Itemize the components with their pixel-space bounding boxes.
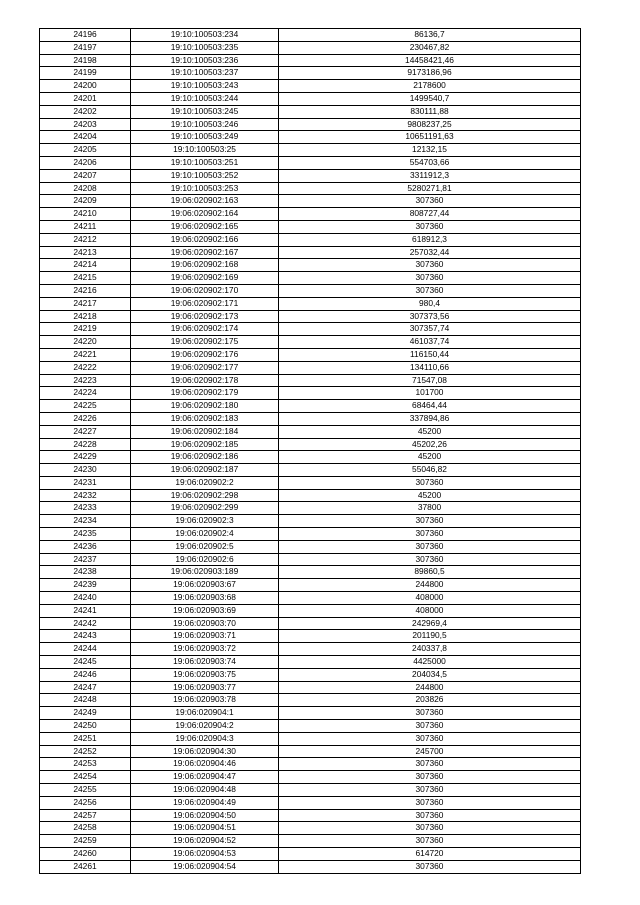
- cadastral-number-cell: 19:06:020902:187: [131, 464, 279, 477]
- cadastral-number-cell: 19:06:020902:2: [131, 476, 279, 489]
- table-row: [40, 387, 581, 400]
- value-cell: 244800: [279, 579, 581, 592]
- value-cell: 2178600: [279, 80, 581, 93]
- row-number-cell: 24198: [40, 54, 131, 67]
- cadastral-number-cell: 19:10:100503:234: [131, 29, 279, 42]
- value-cell: 101700: [279, 387, 581, 400]
- cadastral-number-cell: 19:10:100503:235: [131, 41, 279, 54]
- row-number-cell: 24252: [40, 745, 131, 758]
- table-row: [40, 707, 581, 720]
- value-cell: 307360: [279, 796, 581, 809]
- value-cell: 307360: [279, 553, 581, 566]
- row-number-cell: 24246: [40, 668, 131, 681]
- cadastral-number-cell: 19:10:100503:251: [131, 156, 279, 169]
- row-number-cell: 24235: [40, 528, 131, 541]
- row-number-cell: 24203: [40, 118, 131, 131]
- value-cell: 71547,08: [279, 374, 581, 387]
- value-cell: 244800: [279, 681, 581, 694]
- row-number-cell: 24209: [40, 195, 131, 208]
- row-number-cell: 24200: [40, 80, 131, 93]
- cadastral-number-cell: 19:06:020902:5: [131, 540, 279, 553]
- table-row: [40, 208, 581, 221]
- cadastral-number-cell: 19:06:020902:179: [131, 387, 279, 400]
- value-cell: 618912,3: [279, 233, 581, 246]
- value-cell: 554703,66: [279, 156, 581, 169]
- table-row: [40, 195, 581, 208]
- table-row: [40, 336, 581, 349]
- table-row: [40, 374, 581, 387]
- cadastral-number-cell: 19:06:020903:74: [131, 656, 279, 669]
- cadastral-number-cell: 19:06:020902:3: [131, 515, 279, 528]
- row-number-cell: 24255: [40, 784, 131, 797]
- cadastral-number-cell: 19:06:020904:50: [131, 809, 279, 822]
- value-cell: 45200: [279, 451, 581, 464]
- row-number-cell: 24217: [40, 297, 131, 310]
- table-row: [40, 681, 581, 694]
- table-row: [40, 310, 581, 323]
- value-cell: 86136,7: [279, 29, 581, 42]
- cadastral-number-cell: 19:10:100503:253: [131, 182, 279, 195]
- cadastral-number-cell: 19:06:020902:165: [131, 220, 279, 233]
- row-number-cell: 24234: [40, 515, 131, 528]
- table-row: [40, 54, 581, 67]
- row-number-cell: 24213: [40, 246, 131, 259]
- value-cell: 307360: [279, 835, 581, 848]
- cadastral-number-cell: 19:06:020902:171: [131, 297, 279, 310]
- table-row: [40, 489, 581, 502]
- value-cell: 307360: [279, 220, 581, 233]
- table-row: [40, 105, 581, 118]
- row-number-cell: 24204: [40, 131, 131, 144]
- value-cell: 307360: [279, 707, 581, 720]
- cadastral-number-cell: 19:06:020903:71: [131, 630, 279, 643]
- row-number-cell: 24227: [40, 425, 131, 438]
- row-number-cell: 24216: [40, 284, 131, 297]
- value-cell: 230467,82: [279, 41, 581, 54]
- row-number-cell: 24236: [40, 540, 131, 553]
- cadastral-number-cell: 19:10:100503:236: [131, 54, 279, 67]
- cadastral-number-cell: 19:10:100503:237: [131, 67, 279, 80]
- row-number-cell: 24250: [40, 720, 131, 733]
- value-cell: 408000: [279, 604, 581, 617]
- cadastral-number-cell: 19:06:020903:78: [131, 694, 279, 707]
- cadastral-number-cell: 19:06:020902:178: [131, 374, 279, 387]
- row-number-cell: 24211: [40, 220, 131, 233]
- row-number-cell: 24199: [40, 67, 131, 80]
- value-cell: 68464,44: [279, 400, 581, 413]
- value-cell: 45200: [279, 425, 581, 438]
- value-cell: 12132,15: [279, 144, 581, 157]
- row-number-cell: 24240: [40, 592, 131, 605]
- value-cell: 337894,86: [279, 412, 581, 425]
- table-row: [40, 822, 581, 835]
- cadastral-number-cell: 19:06:020904:47: [131, 771, 279, 784]
- row-number-cell: 24258: [40, 822, 131, 835]
- row-number-cell: 24220: [40, 336, 131, 349]
- table-row: [40, 297, 581, 310]
- row-number-cell: 24251: [40, 732, 131, 745]
- cadastral-number-cell: 19:06:020902:174: [131, 323, 279, 336]
- table-row: [40, 643, 581, 656]
- table-row: [40, 323, 581, 336]
- row-number-cell: 24254: [40, 771, 131, 784]
- table-row: [40, 156, 581, 169]
- row-number-cell: 24259: [40, 835, 131, 848]
- table-row: [40, 796, 581, 809]
- table-row: [40, 592, 581, 605]
- row-number-cell: 24249: [40, 707, 131, 720]
- value-cell: 408000: [279, 592, 581, 605]
- table-row: [40, 220, 581, 233]
- cadastral-number-cell: 19:06:020904:54: [131, 860, 279, 873]
- table-row: [40, 720, 581, 733]
- cadastral-number-cell: 19:06:020902:170: [131, 284, 279, 297]
- cadastral-number-cell: 19:10:100503:246: [131, 118, 279, 131]
- table-row: [40, 272, 581, 285]
- row-number-cell: 24196: [40, 29, 131, 42]
- table-row: [40, 118, 581, 131]
- cadastral-number-cell: 19:06:020902:6: [131, 553, 279, 566]
- value-cell: 9173186,96: [279, 67, 581, 80]
- table-row: [40, 451, 581, 464]
- row-number-cell: 24212: [40, 233, 131, 246]
- table-row: [40, 809, 581, 822]
- table-row: [40, 67, 581, 80]
- value-cell: 134110,66: [279, 361, 581, 374]
- value-cell: 830111,88: [279, 105, 581, 118]
- cadastral-number-cell: 19:06:020902:299: [131, 502, 279, 515]
- value-cell: 307360: [279, 809, 581, 822]
- row-number-cell: 24215: [40, 272, 131, 285]
- value-cell: 980,4: [279, 297, 581, 310]
- cadastral-number-cell: 19:06:020904:3: [131, 732, 279, 745]
- cadastral-number-cell: 19:06:020904:53: [131, 848, 279, 861]
- value-cell: 89860,5: [279, 566, 581, 579]
- row-number-cell: 24218: [40, 310, 131, 323]
- value-cell: 307360: [279, 822, 581, 835]
- value-cell: 307360: [279, 860, 581, 873]
- cadastral-number-cell: 19:06:020902:183: [131, 412, 279, 425]
- row-number-cell: 24207: [40, 169, 131, 182]
- cadastral-number-cell: 19:06:020902:164: [131, 208, 279, 221]
- value-cell: 461037,74: [279, 336, 581, 349]
- cadastral-number-cell: 19:06:020904:46: [131, 758, 279, 771]
- value-cell: 257032,44: [279, 246, 581, 259]
- table-row: [40, 860, 581, 873]
- table-row: [40, 630, 581, 643]
- table-row: [40, 732, 581, 745]
- table-row: [40, 668, 581, 681]
- table-row: [40, 361, 581, 374]
- table-row: [40, 233, 581, 246]
- row-number-cell: 24201: [40, 92, 131, 105]
- row-number-cell: 24260: [40, 848, 131, 861]
- row-number-cell: 24225: [40, 400, 131, 413]
- value-cell: 242969,4: [279, 617, 581, 630]
- value-cell: 204034,5: [279, 668, 581, 681]
- value-cell: 307357,74: [279, 323, 581, 336]
- value-cell: 307360: [279, 476, 581, 489]
- table-row: [40, 29, 581, 42]
- table-row: [40, 553, 581, 566]
- row-number-cell: 24253: [40, 758, 131, 771]
- cadastral-number-cell: 19:10:100503:249: [131, 131, 279, 144]
- value-cell: 808727,44: [279, 208, 581, 221]
- cadastral-number-cell: 19:06:020902:168: [131, 259, 279, 272]
- value-cell: 307360: [279, 540, 581, 553]
- table-row: [40, 502, 581, 515]
- table-row: [40, 425, 581, 438]
- cadastral-number-cell: 19:06:020902:4: [131, 528, 279, 541]
- row-number-cell: 24223: [40, 374, 131, 387]
- row-number-cell: 24256: [40, 796, 131, 809]
- cadastral-number-cell: 19:06:020903:69: [131, 604, 279, 617]
- table-row: [40, 515, 581, 528]
- row-number-cell: 24238: [40, 566, 131, 579]
- table-row: [40, 131, 581, 144]
- table-row: [40, 848, 581, 861]
- cadastral-number-cell: 19:10:100503:245: [131, 105, 279, 118]
- cadastral-number-cell: 19:06:020902:176: [131, 348, 279, 361]
- value-cell: 307360: [279, 195, 581, 208]
- row-number-cell: 24222: [40, 361, 131, 374]
- value-cell: 4425000: [279, 656, 581, 669]
- row-number-cell: 24257: [40, 809, 131, 822]
- table-body: [40, 29, 581, 874]
- cadastral-number-cell: 19:06:020904:51: [131, 822, 279, 835]
- cadastral-number-cell: 19:06:020902:186: [131, 451, 279, 464]
- value-cell: 307360: [279, 515, 581, 528]
- cadastral-number-cell: 19:06:020902:298: [131, 489, 279, 502]
- row-number-cell: 24214: [40, 259, 131, 272]
- cadastral-number-cell: 19:10:100503:252: [131, 169, 279, 182]
- row-number-cell: 24237: [40, 553, 131, 566]
- cadastral-number-cell: 19:06:020902:184: [131, 425, 279, 438]
- table-row: [40, 476, 581, 489]
- cadastral-number-cell: 19:06:020904:48: [131, 784, 279, 797]
- table-row: [40, 259, 581, 272]
- table-row: [40, 656, 581, 669]
- row-number-cell: 24206: [40, 156, 131, 169]
- value-cell: 5280271,81: [279, 182, 581, 195]
- row-number-cell: 24228: [40, 438, 131, 451]
- cadastral-number-cell: 19:06:020903:75: [131, 668, 279, 681]
- value-cell: 307360: [279, 771, 581, 784]
- cadastral-number-cell: 19:06:020904:2: [131, 720, 279, 733]
- row-number-cell: 24221: [40, 348, 131, 361]
- table-row: [40, 144, 581, 157]
- row-number-cell: 24210: [40, 208, 131, 221]
- table-row: [40, 566, 581, 579]
- table-row: [40, 771, 581, 784]
- cadastral-number-cell: 19:06:020903:68: [131, 592, 279, 605]
- table-row: [40, 528, 581, 541]
- table-row: [40, 92, 581, 105]
- value-cell: 245700: [279, 745, 581, 758]
- table-row: [40, 745, 581, 758]
- row-number-cell: 24197: [40, 41, 131, 54]
- value-cell: 201190,5: [279, 630, 581, 643]
- cadastral-number-cell: 19:06:020903:67: [131, 579, 279, 592]
- cadastral-number-cell: 19:10:100503:25: [131, 144, 279, 157]
- cadastral-number-cell: 19:06:020902:177: [131, 361, 279, 374]
- table-row: [40, 182, 581, 195]
- row-number-cell: 24239: [40, 579, 131, 592]
- row-number-cell: 24208: [40, 182, 131, 195]
- table-row: [40, 41, 581, 54]
- value-cell: 307360: [279, 284, 581, 297]
- table-row: [40, 438, 581, 451]
- value-cell: 45202,26: [279, 438, 581, 451]
- value-cell: 45200: [279, 489, 581, 502]
- value-cell: 307373,56: [279, 310, 581, 323]
- cadastral-number-cell: 19:06:020904:30: [131, 745, 279, 758]
- value-cell: 55046,82: [279, 464, 581, 477]
- value-cell: 614720: [279, 848, 581, 861]
- value-cell: 9808237,25: [279, 118, 581, 131]
- value-cell: 307360: [279, 528, 581, 541]
- table-row: [40, 464, 581, 477]
- row-number-cell: 24233: [40, 502, 131, 515]
- table-row: [40, 784, 581, 797]
- table-row: [40, 169, 581, 182]
- row-number-cell: 24261: [40, 860, 131, 873]
- table-row: [40, 694, 581, 707]
- row-number-cell: 24245: [40, 656, 131, 669]
- cadastral-number-cell: 19:06:020902:173: [131, 310, 279, 323]
- cadastral-number-cell: 19:06:020904:52: [131, 835, 279, 848]
- cadastral-number-cell: 19:06:020902:180: [131, 400, 279, 413]
- row-number-cell: 24219: [40, 323, 131, 336]
- table-row: [40, 835, 581, 848]
- table-row: [40, 617, 581, 630]
- value-cell: 307360: [279, 784, 581, 797]
- table-row: [40, 579, 581, 592]
- table-row: [40, 400, 581, 413]
- table-row: [40, 540, 581, 553]
- row-number-cell: 24241: [40, 604, 131, 617]
- value-cell: 307360: [279, 720, 581, 733]
- table-row: [40, 80, 581, 93]
- value-cell: 307360: [279, 732, 581, 745]
- value-cell: 14458421,46: [279, 54, 581, 67]
- value-cell: 203826: [279, 694, 581, 707]
- table-row: [40, 284, 581, 297]
- cadastral-number-cell: 19:06:020903:77: [131, 681, 279, 694]
- row-number-cell: 24247: [40, 681, 131, 694]
- value-cell: 240337,8: [279, 643, 581, 656]
- cadastral-value-table: [39, 28, 581, 874]
- value-cell: 307360: [279, 758, 581, 771]
- cadastral-number-cell: 19:06:020904:49: [131, 796, 279, 809]
- cadastral-number-cell: 19:06:020902:163: [131, 195, 279, 208]
- row-number-cell: 24202: [40, 105, 131, 118]
- cadastral-number-cell: 19:06:020903:72: [131, 643, 279, 656]
- table-row: [40, 604, 581, 617]
- row-number-cell: 24205: [40, 144, 131, 157]
- row-number-cell: 24244: [40, 643, 131, 656]
- row-number-cell: 24224: [40, 387, 131, 400]
- cadastral-number-cell: 19:10:100503:244: [131, 92, 279, 105]
- row-number-cell: 24229: [40, 451, 131, 464]
- value-cell: 116150,44: [279, 348, 581, 361]
- row-number-cell: 24231: [40, 476, 131, 489]
- cadastral-number-cell: 19:06:020904:1: [131, 707, 279, 720]
- cadastral-number-cell: 19:06:020902:175: [131, 336, 279, 349]
- value-cell: 307360: [279, 272, 581, 285]
- table-row: [40, 246, 581, 259]
- value-cell: 307360: [279, 259, 581, 272]
- cadastral-number-cell: 19:06:020903:70: [131, 617, 279, 630]
- row-number-cell: 24230: [40, 464, 131, 477]
- cadastral-number-cell: 19:06:020902:169: [131, 272, 279, 285]
- cadastral-number-cell: 19:06:020902:166: [131, 233, 279, 246]
- value-cell: 10651191,63: [279, 131, 581, 144]
- row-number-cell: 24243: [40, 630, 131, 643]
- table-row: [40, 348, 581, 361]
- table-row: [40, 758, 581, 771]
- cadastral-number-cell: 19:10:100503:243: [131, 80, 279, 93]
- cadastral-number-cell: 19:06:020903:189: [131, 566, 279, 579]
- row-number-cell: 24248: [40, 694, 131, 707]
- table-row: [40, 412, 581, 425]
- value-cell: 1499540,7: [279, 92, 581, 105]
- value-cell: 3311912,3: [279, 169, 581, 182]
- row-number-cell: 24226: [40, 412, 131, 425]
- cadastral-number-cell: 19:06:020902:185: [131, 438, 279, 451]
- cadastral-number-cell: 19:06:020902:167: [131, 246, 279, 259]
- row-number-cell: 24242: [40, 617, 131, 630]
- value-cell: 37800: [279, 502, 581, 515]
- row-number-cell: 24232: [40, 489, 131, 502]
